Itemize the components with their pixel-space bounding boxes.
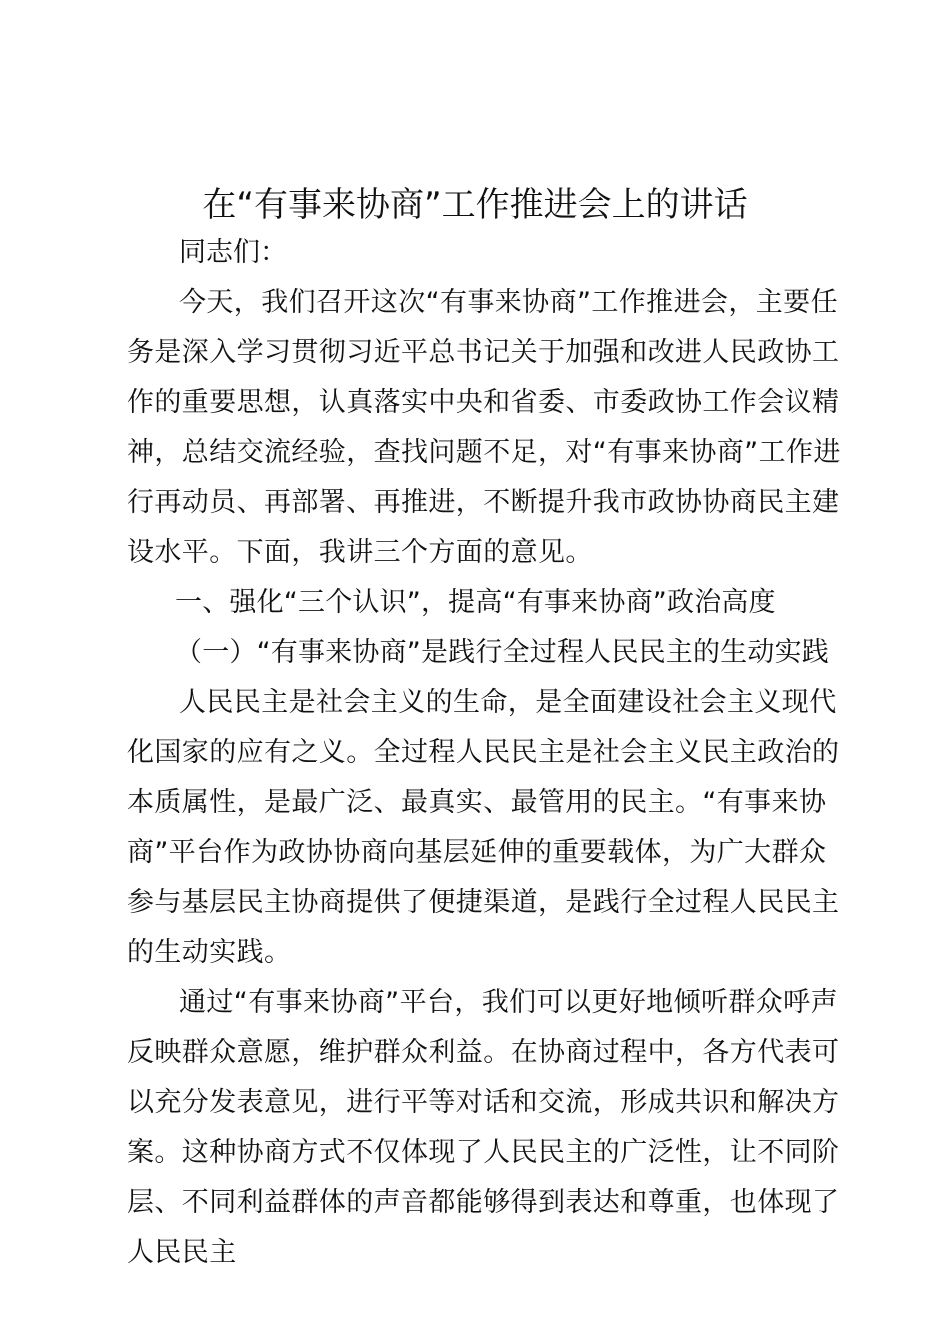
body-paragraph: 人民民主是社会主义的生命，是全面建设社会主义现代化国家的应有之义。全过程人民民主是社会主义民主政治的本质属性，是最广泛、最真实、最管用的民主。“有事来协商”平台作为政协协商向基层延伸的重要载体，为广大群众参与基层民主协商提供了便捷渠道，是践行全过程人民民主的生动实践。 xyxy=(127,687,840,968)
section-heading: 一、强化“三个认识”，提高“有事来协商”政治高度 xyxy=(175,587,776,618)
document-title: 在“有事来协商”工作推进会上的讲话 xyxy=(202,185,748,225)
document-body xyxy=(127,228,847,1278)
body-paragraph: 通过“有事来协商”平台，我们可以更好地倾听群众呼声反映群众意愿，维护群众利益。在协商过程中，各方代表可以充分发表意见，进行平等对话和交流，形成共识和解决方案。这种协商方式不仅体现了人民民主的广泛性，让不同阶层、不同利益群体的声音都能够得到表达和尊重，也体现了人民民主 xyxy=(127,987,840,1268)
subsection-heading: （一）“有事来协商”是践行全过程人民民主的生动实践 xyxy=(175,637,829,668)
salutation: 同志们： xyxy=(179,237,287,268)
intro-paragraph: 今天，我们召开这次“有事来协商”工作推进会，主要任务是深入学习贯彻习近平总书记关于加强和改进人民政协工作的重要思想，认真落实中央和省委、市委政协工作会议精神，总结交流经验，查找问题不足，对“有事来协商”工作进行再动员、再部署、再推进，不断提升我市政协协商民主建设水平。下面，我讲三个方面的意见。 xyxy=(127,287,841,568)
